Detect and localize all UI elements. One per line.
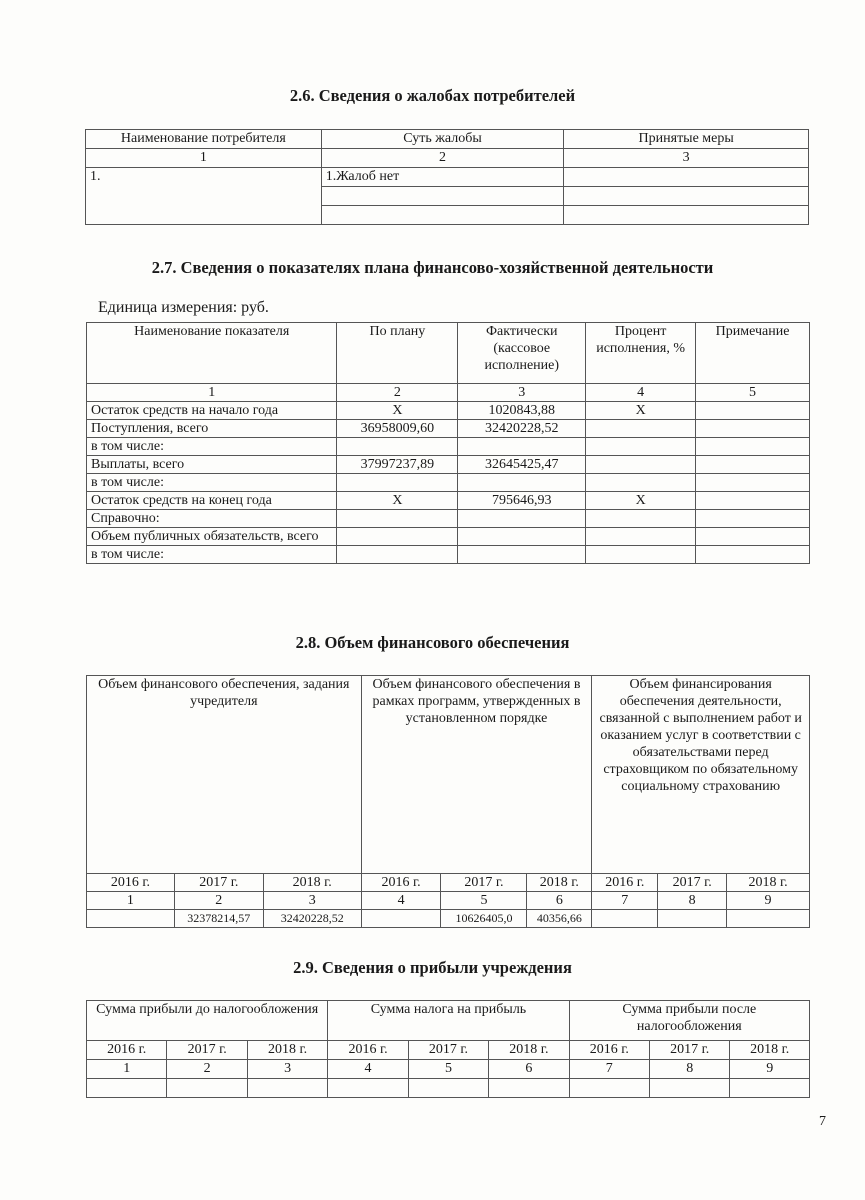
note-cell bbox=[696, 420, 810, 438]
col-number: 2 bbox=[321, 149, 564, 168]
section-2-9-title: 2.9. Сведения о прибыли учреждения bbox=[293, 958, 572, 977]
name-cell: Выплаты, всего bbox=[87, 456, 337, 474]
fact-cell bbox=[458, 528, 586, 546]
note-cell bbox=[696, 456, 810, 474]
col-number: 7 bbox=[569, 1060, 649, 1079]
year-cell: 2017 г. bbox=[408, 1041, 488, 1060]
group-header: Объем финансового обеспечения в рамках программ, утвержденных в установленном порядке bbox=[361, 676, 592, 874]
table-row bbox=[87, 528, 810, 546]
plan-cell: 36958009,60 bbox=[337, 420, 458, 438]
column-number-row bbox=[87, 892, 810, 910]
column-number-row bbox=[87, 384, 810, 402]
col-number: 3 bbox=[458, 384, 586, 402]
note-cell bbox=[696, 546, 810, 564]
fact-cell bbox=[458, 474, 586, 492]
column-number-row bbox=[87, 1060, 810, 1079]
section-2-6-title: 2.6. Сведения о жалобах потребителей bbox=[289, 86, 576, 105]
complaint-cell bbox=[321, 187, 564, 206]
name-cell: Остаток средств на конец года bbox=[87, 492, 337, 510]
plan-cell: X bbox=[337, 402, 458, 420]
financial-plan-table bbox=[86, 322, 810, 564]
col-number: 8 bbox=[650, 1060, 730, 1079]
value-cell bbox=[650, 1079, 730, 1098]
section-2-8-title: 2.8. Объем финансового обеспечения bbox=[295, 633, 570, 652]
col-number: 4 bbox=[586, 384, 696, 402]
percent-cell bbox=[586, 528, 696, 546]
note-cell bbox=[696, 510, 810, 528]
col-number: 8 bbox=[658, 892, 727, 910]
col-number: 1 bbox=[86, 149, 322, 168]
group-header: Объем финансового обеспечения, задания учредителя bbox=[87, 676, 362, 874]
col-number: 2 bbox=[337, 384, 458, 402]
plan-cell bbox=[337, 546, 458, 564]
value-cell bbox=[247, 1079, 327, 1098]
fact-cell bbox=[458, 546, 586, 564]
col-number: 7 bbox=[592, 892, 658, 910]
measures-cell bbox=[564, 206, 809, 225]
header-cell: По плану bbox=[337, 323, 458, 384]
table-header-row bbox=[86, 130, 809, 149]
note-cell bbox=[696, 528, 810, 546]
percent-cell bbox=[586, 438, 696, 456]
header-cell: Фактически (кассовое исполнение) bbox=[458, 323, 586, 384]
col-number: 1 bbox=[87, 1060, 167, 1079]
col-number: 5 bbox=[441, 892, 527, 910]
table-row bbox=[87, 420, 810, 438]
value-cell: 32378214,57 bbox=[174, 910, 263, 928]
year-cell: 2018 г. bbox=[727, 874, 810, 892]
header-cell: Примечание bbox=[696, 323, 810, 384]
header-cell: Наименование показателя bbox=[87, 323, 337, 384]
measures-cell bbox=[564, 168, 809, 187]
col-number: 2 bbox=[174, 892, 263, 910]
profit-table bbox=[86, 1000, 810, 1098]
year-row bbox=[87, 874, 810, 892]
col-number: 5 bbox=[408, 1060, 488, 1079]
col-number: 3 bbox=[247, 1060, 327, 1079]
plan-cell bbox=[337, 438, 458, 456]
fact-cell: 795646,93 bbox=[458, 492, 586, 510]
table-row bbox=[87, 474, 810, 492]
plan-cell: X bbox=[337, 492, 458, 510]
note-cell bbox=[696, 402, 810, 420]
section-2-7-title: 2.7. Сведения о показателях плана финансово-хозяйственной деятельности bbox=[151, 258, 714, 277]
percent-cell bbox=[586, 546, 696, 564]
measures-cell bbox=[564, 187, 809, 206]
col-number: 9 bbox=[727, 892, 810, 910]
column-number-row bbox=[86, 149, 809, 168]
name-cell: в том числе: bbox=[87, 474, 337, 492]
table-row bbox=[87, 510, 810, 528]
page-number: 7 bbox=[819, 1114, 826, 1129]
year-cell: 2016 г. bbox=[361, 874, 441, 892]
year-row bbox=[87, 1041, 810, 1060]
table-row bbox=[87, 492, 810, 510]
name-cell: Справочно: bbox=[87, 510, 337, 528]
note-cell bbox=[696, 474, 810, 492]
percent-cell bbox=[586, 510, 696, 528]
year-cell: 2016 г. bbox=[87, 1041, 167, 1060]
percent-cell bbox=[586, 456, 696, 474]
fact-cell bbox=[458, 510, 586, 528]
value-cell bbox=[408, 1079, 488, 1098]
col-number: 1 bbox=[87, 892, 175, 910]
fact-cell: 32420228,52 bbox=[458, 420, 586, 438]
year-cell: 2018 г. bbox=[489, 1041, 569, 1060]
year-cell: 2016 г. bbox=[569, 1041, 649, 1060]
value-cell bbox=[87, 1079, 167, 1098]
fact-cell: 32645425,47 bbox=[458, 456, 586, 474]
year-cell: 2016 г. bbox=[592, 874, 658, 892]
percent-cell: X bbox=[586, 402, 696, 420]
group-header: Сумма прибыли до налогообложения bbox=[87, 1001, 328, 1041]
value-cell bbox=[727, 910, 810, 928]
table-header-row bbox=[87, 323, 810, 384]
col-number: 4 bbox=[361, 892, 441, 910]
year-cell: 2017 г. bbox=[650, 1041, 730, 1060]
value-cell bbox=[592, 910, 658, 928]
value-cell bbox=[361, 910, 441, 928]
note-cell bbox=[696, 492, 810, 510]
group-header: Сумма прибыли после налогообложения bbox=[569, 1001, 809, 1041]
year-cell: 2017 г. bbox=[658, 874, 727, 892]
header-cell: Суть жалобы bbox=[321, 130, 564, 149]
table-row bbox=[87, 1079, 810, 1098]
table-header-row bbox=[87, 676, 810, 874]
col-number: 5 bbox=[696, 384, 810, 402]
header-cell: Наименование потребителя bbox=[86, 130, 322, 149]
table-header-row bbox=[87, 1001, 810, 1041]
year-cell: 2018 г. bbox=[527, 874, 592, 892]
consumer-cell: 1. bbox=[86, 168, 322, 225]
value-cell: 32420228,52 bbox=[263, 910, 361, 928]
fact-cell bbox=[458, 438, 586, 456]
col-number: 1 bbox=[87, 384, 337, 402]
table-row bbox=[87, 546, 810, 564]
name-cell: в том числе: bbox=[87, 438, 337, 456]
note-cell bbox=[696, 438, 810, 456]
year-cell: 2017 г. bbox=[441, 874, 527, 892]
header-cell: Принятые меры bbox=[564, 130, 809, 149]
name-cell: Поступления, всего bbox=[87, 420, 337, 438]
group-header: Объем финансирования обеспечения деятельности, связанной с выполнением работ и оказанием услуг в соответствии с обязательствами перед страховщиком по обязательному социальному страхованию bbox=[592, 676, 810, 874]
value-cell bbox=[87, 910, 175, 928]
value-cell: 10626405,0 bbox=[441, 910, 527, 928]
plan-cell bbox=[337, 510, 458, 528]
name-cell: Объем публичных обязательств, всего bbox=[87, 528, 337, 546]
value-cell bbox=[730, 1079, 810, 1098]
col-number: 6 bbox=[489, 1060, 569, 1079]
plan-cell bbox=[337, 474, 458, 492]
plan-cell bbox=[337, 528, 458, 546]
col-number: 4 bbox=[328, 1060, 408, 1079]
col-number: 9 bbox=[730, 1060, 810, 1079]
complaint-cell: 1.Жалоб нет bbox=[321, 168, 564, 187]
header-cell: Процент исполнения, % bbox=[586, 323, 696, 384]
col-number: 3 bbox=[564, 149, 809, 168]
year-cell: 2016 г. bbox=[328, 1041, 408, 1060]
year-cell: 2018 г. bbox=[730, 1041, 810, 1060]
year-cell: 2018 г. bbox=[247, 1041, 327, 1060]
col-number: 3 bbox=[263, 892, 361, 910]
name-cell: Остаток средств на начало года bbox=[87, 402, 337, 420]
value-cell bbox=[328, 1079, 408, 1098]
unit-label: Единица измерения: руб. bbox=[98, 299, 269, 316]
col-number: 2 bbox=[167, 1060, 247, 1079]
complaint-cell bbox=[321, 206, 564, 225]
financing-volume-table bbox=[86, 675, 810, 928]
fact-cell: 1020843,88 bbox=[458, 402, 586, 420]
percent-cell bbox=[586, 420, 696, 438]
group-header: Сумма налога на прибыль bbox=[328, 1001, 569, 1041]
table-row bbox=[87, 438, 810, 456]
value-cell bbox=[167, 1079, 247, 1098]
complaints-table bbox=[85, 129, 809, 225]
year-cell: 2018 г. bbox=[263, 874, 361, 892]
name-cell: в том числе: bbox=[87, 546, 337, 564]
value-cell: 40356,66 bbox=[527, 910, 592, 928]
year-cell: 2017 г. bbox=[174, 874, 263, 892]
year-cell: 2016 г. bbox=[87, 874, 175, 892]
percent-cell bbox=[586, 474, 696, 492]
table-row bbox=[86, 168, 809, 187]
value-cell bbox=[658, 910, 727, 928]
col-number: 6 bbox=[527, 892, 592, 910]
percent-cell: X bbox=[586, 492, 696, 510]
value-cell bbox=[489, 1079, 569, 1098]
table-row bbox=[87, 456, 810, 474]
table-row bbox=[87, 402, 810, 420]
value-cell bbox=[569, 1079, 649, 1098]
year-cell: 2017 г. bbox=[167, 1041, 247, 1060]
table-row bbox=[87, 910, 810, 928]
plan-cell: 37997237,89 bbox=[337, 456, 458, 474]
